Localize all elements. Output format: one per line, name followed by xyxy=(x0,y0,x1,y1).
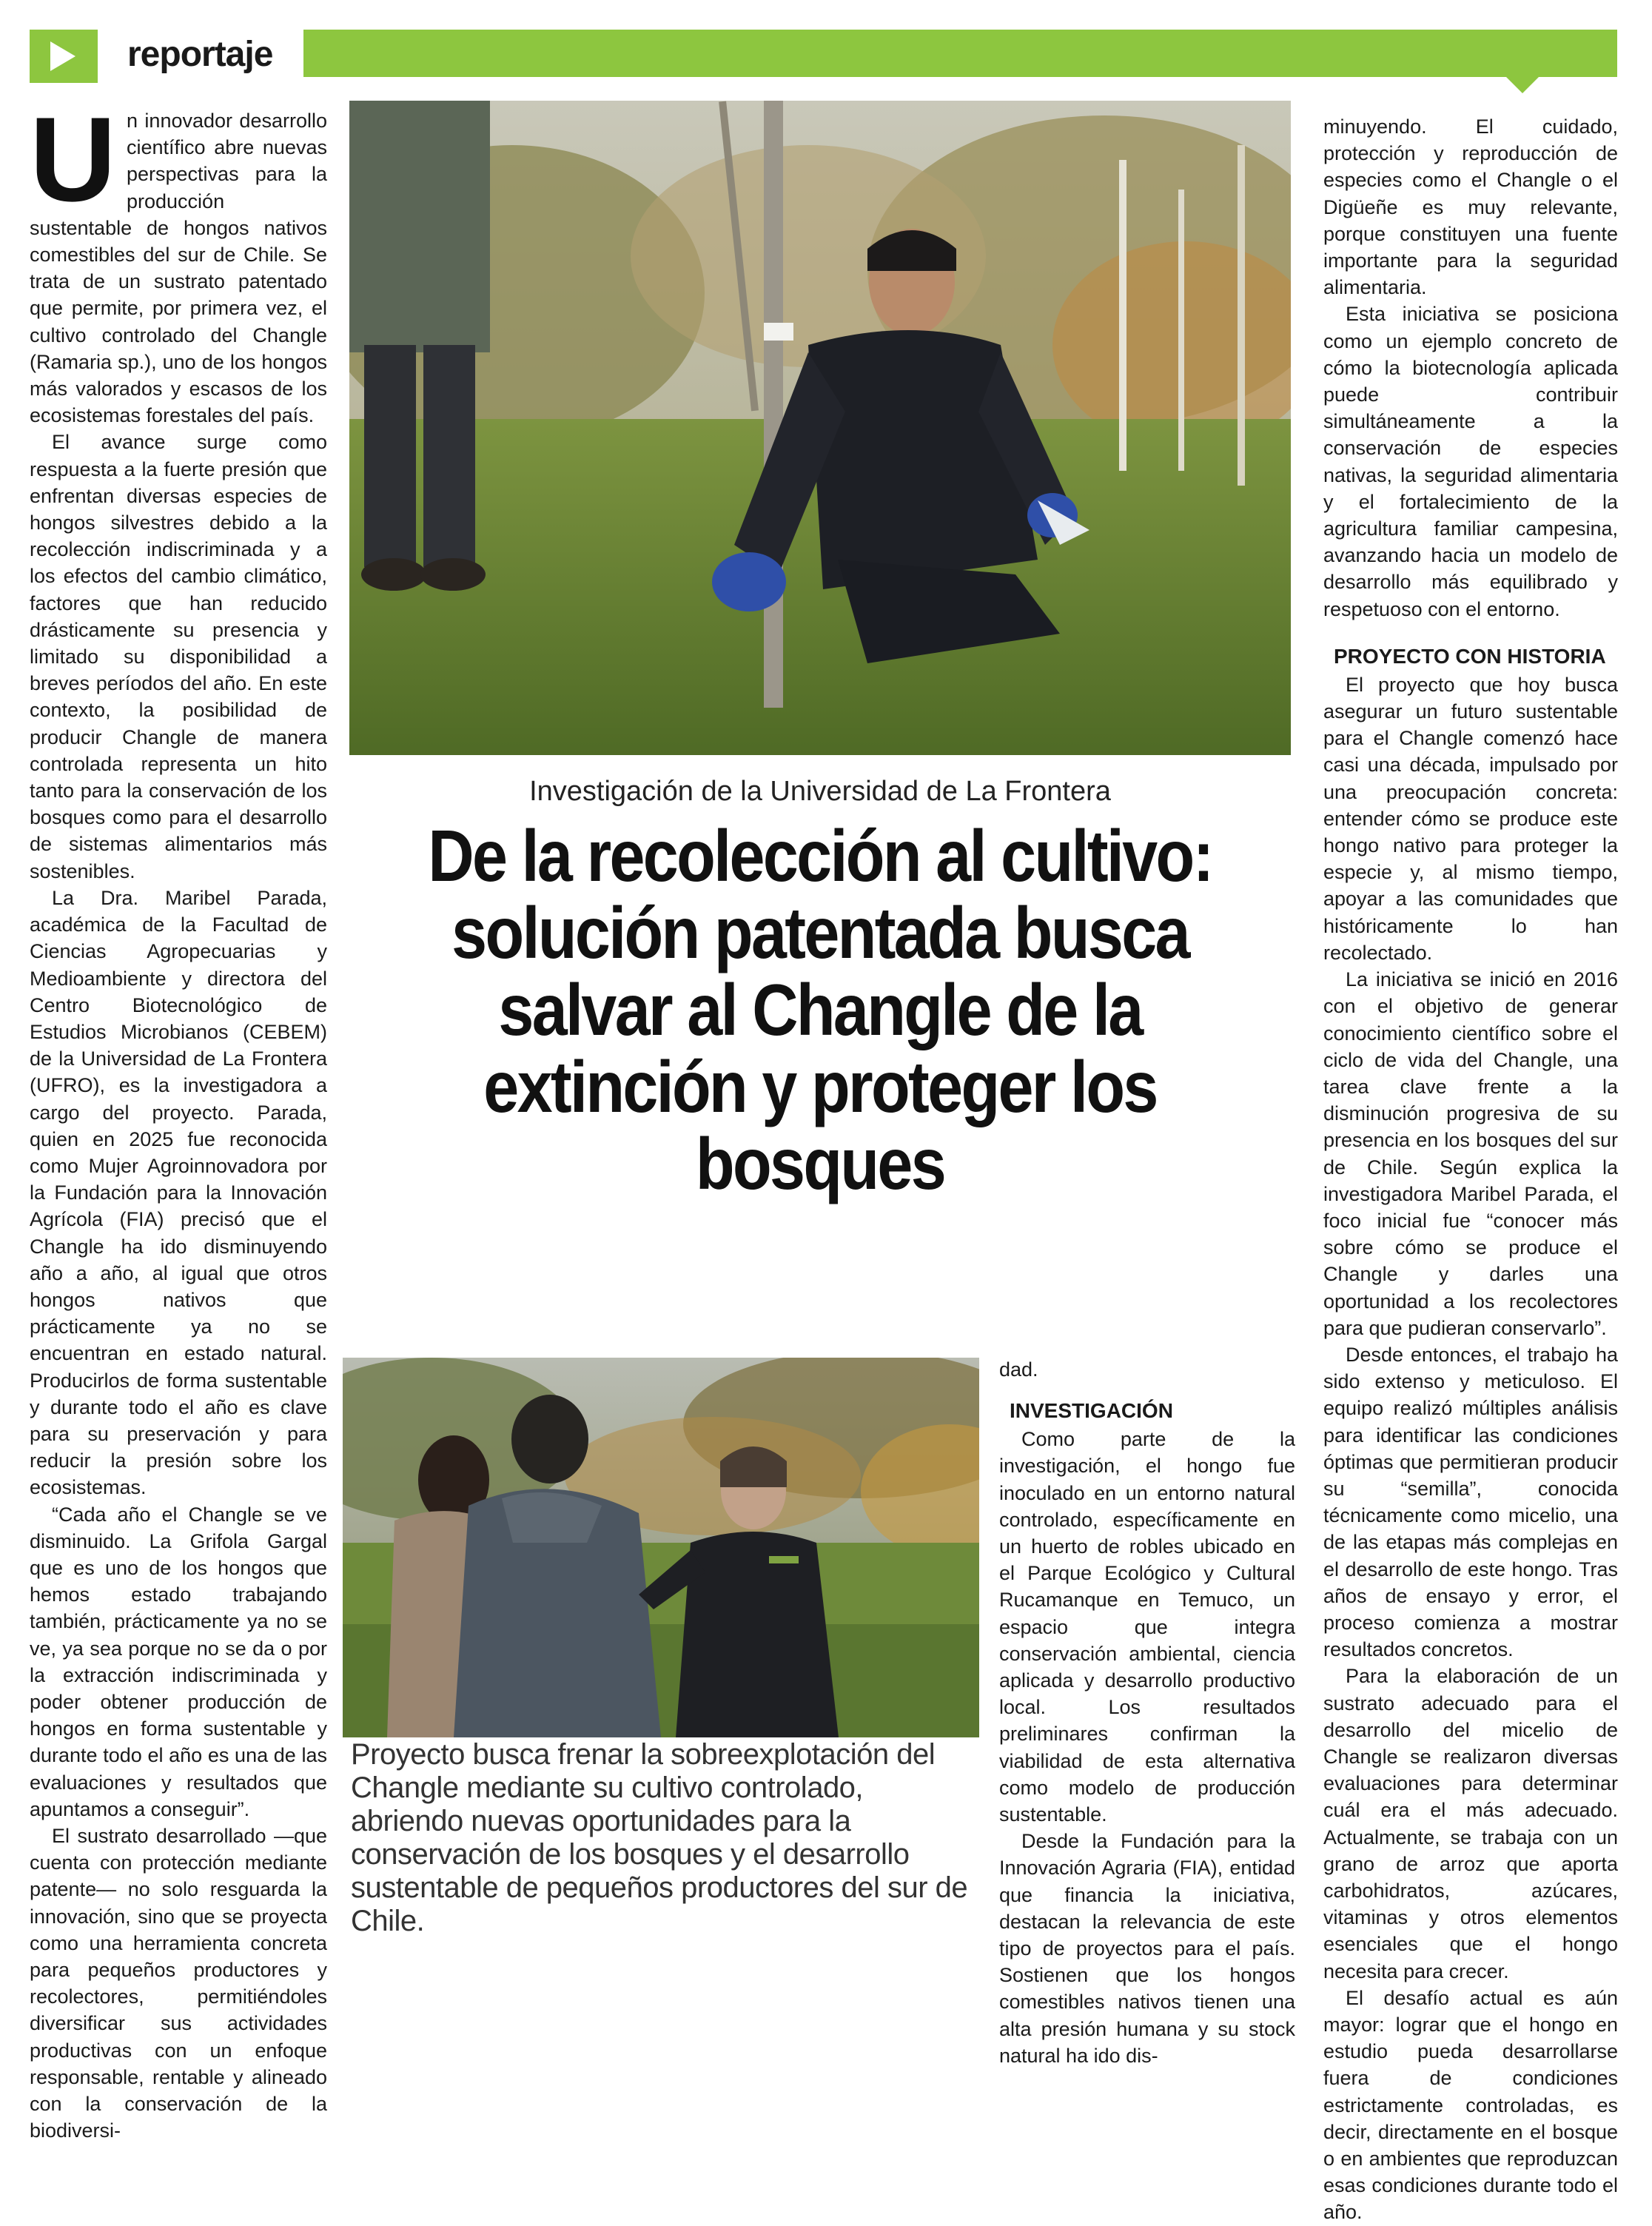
paragraph: La iniciativa se inició en 2016 con el objetivo de generar conocimiento científico sobre el ciclo de vida del Changle, una tarea clave frente a la disminución progresiva de su presencia en los bosques del sur de Chile. Según explica la investigadora Maribel Parada, el foco inicial fue “conocer más sobre cómo se produce el Changle y darles una oportunidad a los recolectores para que pudieran conservarlo”. xyxy=(1323,968,1618,1339)
paragraph: Esta iniciativa se posiciona como un ejemplo concreto de cómo la biotecnología aplicada puede contribuir simultáneamente a la conservación de especies nativas, la seguridad alimentaria y el fortalecimiento de la agricultura familiar campesina, avanzando hacia un modelo de desarrollo más equilibrado y respetuoso con el entorno. xyxy=(1323,303,1618,620)
section-band-notch xyxy=(1506,77,1539,93)
paragraph: Como parte de la investigación, el hongo fue inoculado en un entorno natural controlado, específicamente en un huerto de robles ubicado en el Parque Ecológico y Cultural Rucamanque en Temuco, un espacio que integra conservación ambiental, ciencia aplicada y desarrollo productivo local. Los resultados preliminares confirman la viabilidad de esta alternativa como modelo de producción sustentable. xyxy=(999,1428,1295,1826)
paragraph: Desde la Fundación para la Innovación Agraria (FIA), entidad que financia la iniciativa, destacan la relevancia de este tipo de proyectos para el país. Sostienen que los hongos comestibles nativos tienen una alta presión humana y su stock natural ha ido dis- xyxy=(999,1830,1295,2067)
section-arrow-icon xyxy=(30,30,98,83)
article-column-3 xyxy=(999,1356,1295,2069)
article-column-1 xyxy=(30,93,327,2144)
section-label: reportaje xyxy=(127,35,273,74)
paragraph: El avance surge como respuesta a la fuerte presión que enfrentan diversas especies de hongos silvestres debido a la recolección indiscriminada y a los efectos del cambio climático, factores que han reducido drásticamente su presencia y limitado su disponibilidad a breves períodos del año. En este contexto, la posibilidad de producir Changle de manera controlada representa un hito tanto para la conservación de los bosques como para el desarrollo de sistemas alimentarios más sostenibles. xyxy=(30,431,327,882)
main-photo-researcher-forest xyxy=(349,101,1291,755)
article-column-4 xyxy=(1323,113,1618,2226)
lead-text: n innovador desarrollo científico abre nuevas perspectivas para la producción sustentable de hongos nativos comestibles del sur de Chile. Se trata de un sustrato patentado que permite, por primera vez, el cultivo controlado del Changle (Ramaria sp.), uno de los hongos más valorados y escasos de los ecosistemas forestales del país. xyxy=(30,110,327,427)
drop-cap: U xyxy=(30,93,116,227)
paragraph: La Dra. Maribel Parada, académica de la Facultad de Ciencias Agropecuarias y Medioambiente y directora del Centro Biotecnológico de Estudios Microbianos (CEBEM) de la Universidad de La Frontera (UFRO), es la investigadora a cargo del proyecto. Parada, quien en 2025 fue reconocida como Mujer Agroinnovadora por la Fundación para la Innovación Agrícola (FIA) precisó que el Changle ha ido disminuyendo año a año, al igual que otros hongos nativos que prácticamente ya no se encuentran en estado natural. Producirlos de forma sustentable y durante todo el año es clave para su preservación y para reducir la presión sobre los ecosistemas. xyxy=(30,886,327,1499)
secondary-photo-group xyxy=(343,1358,979,1737)
subheading-proyecto-con-historia: PROYECTO CON HISTORIA xyxy=(1334,644,1606,668)
paragraph: El sustrato desarrollado —que cuenta con protección mediante patente— no solo resguarda la innovación, sino que se proyecta como una herramienta concreta para pequeños productores y recolectores, permitiéndoles diversificar sus actividades productivas con un enfoque responsable, rentable y alineado con la conservación de la biodiversi- xyxy=(30,1825,327,2142)
paragraph: Desde entonces, el trabajo ha sido extenso y meticuloso. El equipo realizó múltiples análisis para identificar las condiciones óptimas que permitieran producir su “semilla”, conocida técnicamente como micelio, una de las etapas más complejas en el desarrollo de este hongo. Tras años de ensayo y error, el proceso comienza a mostrar resultados concretos. xyxy=(1323,1343,1618,1661)
paragraph: El proyecto que hoy busca asegurar un futuro sustentable para el Changle comenzó hace casi una década, impulsado por una preocupación concreta: entender cómo se produce este hongo nativo para proteger la especie y, al mismo tiempo, apoyar a las comunidades que históricamente lo han recolectado. xyxy=(1323,673,1618,964)
paragraph: Para la elaboración de un sustrato adecuado para el desarrollo del micelio de Changle se realizaron diversas evaluaciones para determinar cuál era el más adecuado. Actualmente, se trabaja con un grano de arroz que aporta carbohidratos, azúcares, vitaminas y otros elementos esenciales que el hongo necesita para crecer. xyxy=(1323,1665,1618,1982)
continued-text: dad. xyxy=(999,1358,1038,1381)
lead-paragraph xyxy=(30,93,327,429)
kicker: Investigación de la Universidad de La Frontera xyxy=(529,776,1111,807)
paragraph: El desafío actual es aún mayor: lograr que el hongo en estudio pueda desarrollarse fuera de condiciones estrictamente controladas, es decir, directamente en el bosque o en ambientes que reproduzcan esas condiciones durante todo el año. xyxy=(1323,1986,1618,2224)
headline: De la recolección al cultivo: solución patentada busca salvar al Changle de la extinción y proteger los bosques xyxy=(428,815,1212,1204)
section-header xyxy=(30,30,1617,83)
photo-caption: Proyecto busca frenar la sobreexplotación del Changle mediante su cultivo controlado, abriendo nuevas oportunidades para la conservación de los bosques y el desarrollo sustentable de pequeños productores del sur de Chile. xyxy=(351,1738,968,1937)
section-band xyxy=(303,30,1617,77)
quote-paragraph: “Cada año el Changle se ve disminuido. La Grifola Gargal que es uno de los hongos que hemos estado trabajando también, prácticamente ya no se ve, ya sea porque no se da o por la extracción indiscriminada y poder obtener producción de hongos en forma sustentable y durante todo el año es una de las evaluaciones y resultados que apuntamos a conseguir”. xyxy=(30,1503,327,1820)
continued-text: minuyendo. El cuidado, protección y reproducción de especies como el Changle o el Digüeñe es muy relevante, porque constituyen una fuente importante para la seguridad alimentaria. xyxy=(1323,115,1618,299)
subheading-investigacion: INVESTIGACIÓN xyxy=(1010,1399,1173,1423)
